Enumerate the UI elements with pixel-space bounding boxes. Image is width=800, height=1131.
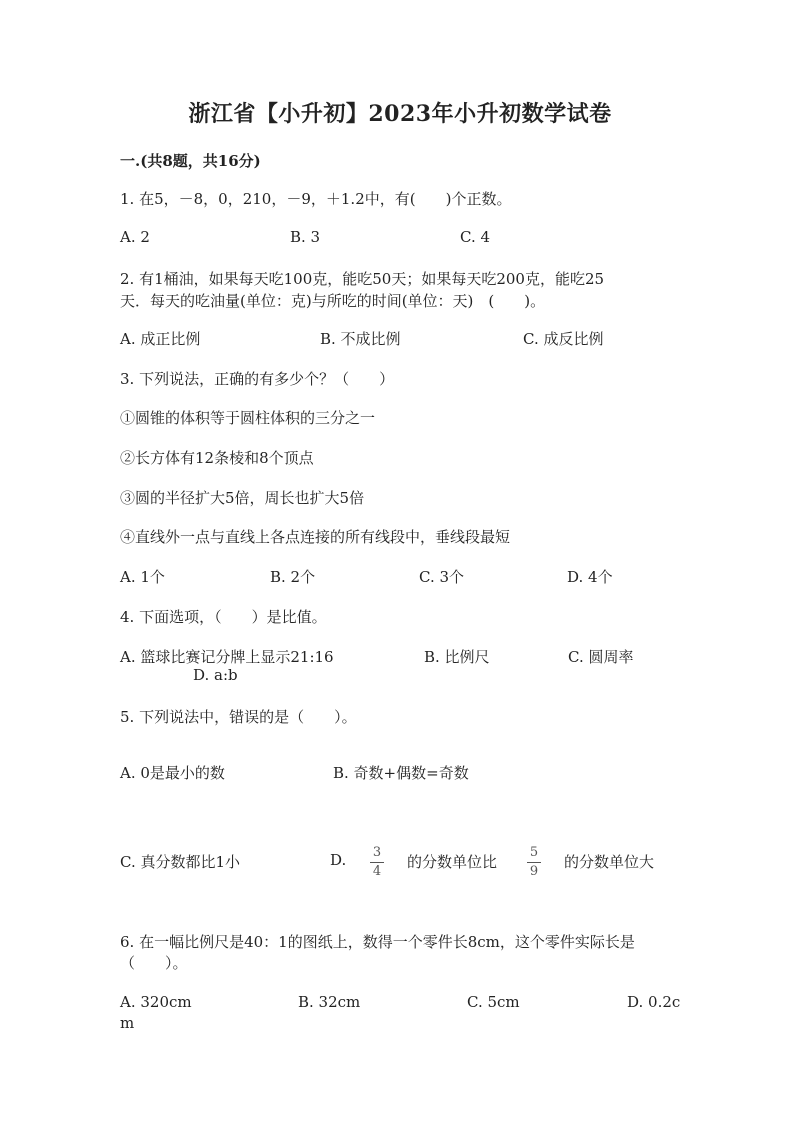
- q6-option-b: B. 32cm: [298, 993, 361, 1011]
- q5-option-b: B. 奇数+偶数=奇数: [333, 764, 469, 782]
- q1-option-c: C. 4: [460, 228, 491, 246]
- q5-option-c: C. 真分数都比1小: [120, 853, 241, 871]
- q3-option-c: C. 3个: [419, 568, 465, 586]
- q4-option-a: A. 篮球比赛记分牌上显示21:16: [120, 648, 334, 666]
- q3-option-a: A. 1个: [120, 568, 165, 586]
- question-5-stem: 5. 下列说法中，错误的是（ ）。: [120, 708, 357, 726]
- q2-option-b: B. 不成比例: [320, 330, 401, 348]
- q3-statement-3: ③圆的半径扩大5倍，周长也扩大5倍: [120, 489, 365, 507]
- fraction-numerator: 5: [529, 845, 539, 860]
- fraction-bar: [527, 862, 541, 863]
- section-header: 一.(共8题，共16分): [120, 152, 261, 170]
- q5-option-d-text-2: 的分数单位大: [564, 853, 655, 871]
- question-2-stem-line1: 2. 有1桶油，如果每天吃100克，能吃50天；如果每天吃200克，能吃25: [120, 270, 605, 288]
- fraction-numerator: 3: [372, 845, 382, 860]
- fraction-denominator: 4: [372, 864, 382, 879]
- q3-option-b: B. 2个: [270, 568, 316, 586]
- q6-option-d-wrap: m: [120, 1014, 135, 1032]
- q6-option-c: C. 5cm: [467, 993, 520, 1011]
- q1-option-a: A. 2: [120, 228, 150, 246]
- q4-option-d: D. a:b: [193, 666, 238, 684]
- question-2-stem-line2: 天．每天的吃油量(单位：克)与所吃的时间(单位：天) ( )。: [120, 292, 546, 310]
- question-3-stem: 3. 下列说法，正确的有多少个？（ ）: [120, 370, 395, 388]
- q5-option-a: A. 0是最小的数: [120, 764, 225, 782]
- q3-statement-2: ②长方体有12条棱和8个顶点: [120, 449, 314, 467]
- fraction-denominator: 9: [529, 864, 539, 879]
- q6-option-d: D. 0.2c: [627, 993, 681, 1011]
- fraction-three-quarters: [369, 846, 385, 879]
- question-1-stem: 1. 在5，－8，0，210，－9，＋1.2中，有( )个正数。: [120, 190, 512, 208]
- q1-option-b: B. 3: [290, 228, 321, 246]
- question-6-stem-line1: 6. 在一幅比例尺是40：1的图纸上，数得一个零件长8cm，这个零件实际长是: [120, 933, 635, 951]
- page-title: 浙江省【小升初】2023年小升初数学试卷: [188, 101, 612, 127]
- q5-option-d-label: D.: [330, 851, 347, 869]
- fraction-five-ninths: [526, 846, 542, 879]
- question-4-stem: 4. 下面选项，（ ）是比值。: [120, 608, 327, 626]
- q3-option-d: D. 4个: [567, 568, 613, 586]
- q3-statement-1: ①圆锥的体积等于圆柱体积的三分之一: [120, 409, 376, 427]
- fraction-bar: [370, 862, 384, 863]
- q6-option-a: A. 320cm: [120, 993, 192, 1011]
- q5-option-d-text-1: 的分数单位比: [407, 853, 498, 871]
- q2-option-c: C. 成反比例: [523, 330, 604, 348]
- q2-option-a: A. 成正比例: [120, 330, 201, 348]
- q4-option-c: C. 圆周率: [568, 648, 634, 666]
- q3-statement-4: ④直线外一点与直线上各点连接的所有线段中，垂线段最短: [120, 528, 511, 546]
- question-6-stem-line2: （ ）。: [120, 954, 188, 972]
- q4-option-b: B. 比例尺: [424, 648, 490, 666]
